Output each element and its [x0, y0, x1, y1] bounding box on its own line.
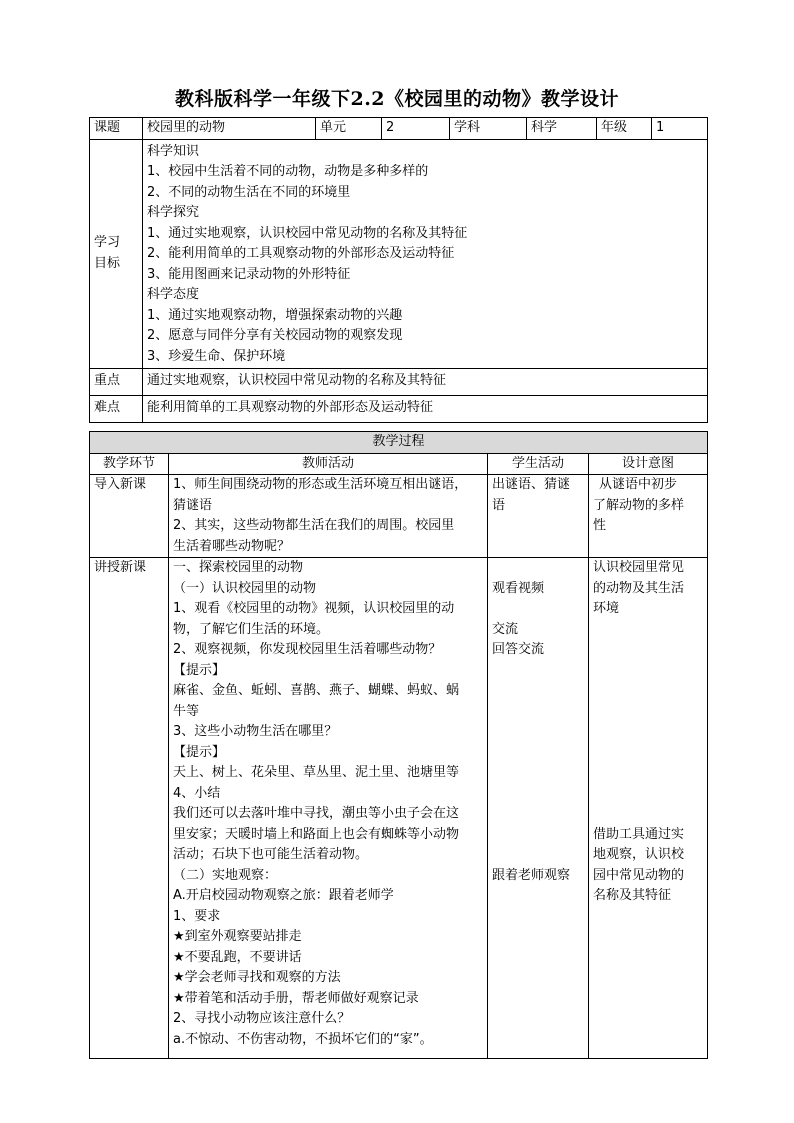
objective-heading: 科学态度 [147, 287, 200, 302]
lecture-intent-line: 名称及其特征 [593, 888, 672, 903]
intro-teacher-line: 1、师生间围绕动物的形态或生活环境互相出谜语， [173, 477, 468, 492]
grade-value: 1 [652, 118, 708, 140]
intro-intent-line: 了解动物的多样 [593, 497, 685, 513]
lecture-teacher-line: （二）实地观察： [173, 867, 278, 883]
lecture-teacher-line: A.开启校园动物观察之旅：跟着老师学 [173, 888, 394, 903]
intro-intent [589, 475, 708, 558]
lecture-teacher-line: （一）认识校园里的动物 [173, 580, 317, 596]
process-header: 教学过程 [90, 432, 708, 454]
student-follow-teacher: 跟着老师观察 [492, 867, 571, 883]
lecture-teacher-line: ★带着笔和活动手册，帮老师做好观察记录 [173, 990, 419, 1006]
teaching-process-table [89, 431, 708, 1059]
column-intent: 设计意图 [589, 453, 708, 475]
subject-label: 学科 [450, 118, 527, 140]
lecture-teacher [169, 558, 488, 1059]
key-point-value: 通过实地观察，认识校园中常见动物的名称及其特征 [143, 368, 708, 395]
lecture-row [90, 558, 708, 1059]
lecture-teacher-line: 牛等 [173, 703, 200, 719]
objectives-content [143, 139, 708, 368]
lecture-teacher-line: ★到室外观察要站排走 [173, 929, 302, 944]
intro-teacher [169, 475, 488, 558]
objective-heading: 科学知识 [147, 143, 200, 159]
process-header-row [90, 432, 708, 454]
lecture-teacher-line: ★学会老师寻找和观察的方法 [173, 970, 341, 985]
lesson-info-table [89, 117, 708, 423]
lecture-intent [589, 558, 708, 1059]
lecture-teacher-line: 【提示】 [173, 744, 226, 760]
intro-teacher-line: 生活着哪些动物呢？ [173, 538, 291, 554]
intro-intent-line: 从谜语中初步 [599, 477, 678, 492]
objective-item: 1、通过实地观察动物，增强探索动物的兴趣 [147, 307, 403, 323]
lecture-intent-line: 地观察，认识校 [593, 847, 685, 862]
objective-item: 2、能利用简单的工具观察动物的外部形态及运动特征 [147, 246, 455, 261]
column-stage: 教学环节 [90, 453, 169, 475]
objective-heading: 科学探究 [147, 205, 200, 220]
objective-item: 3、珍爱生命、保护环境 [147, 348, 286, 364]
subject-value: 科学 [527, 118, 597, 140]
intro-teacher-line: 猜谜语 [173, 497, 213, 513]
lecture-teacher-line: 1、观看《校园里的动物》视频，认识校园里的动 [173, 601, 455, 616]
info-row [90, 118, 708, 140]
lecture-teacher-line: 活动；石块下也可能生活着动物。 [173, 847, 369, 862]
key-point-label: 重点 [90, 368, 143, 395]
grade-label: 年级 [597, 118, 652, 140]
objective-item: 1、通过实地观察，认识校园中常见动物的名称及其特征 [147, 225, 468, 241]
intro-teacher-line: 2、其实，这些动物都生活在我们的周围。校园里 [173, 518, 455, 533]
lecture-intent-line: 的动物及其生活 [593, 580, 685, 596]
intro-student-line: 语 [492, 497, 506, 513]
student-answer: 回答交流 [492, 642, 545, 657]
lecture-teacher-line: 天上、树上、花朵里、草丛里、泥土里、池塘里等 [173, 765, 460, 780]
intro-row [90, 475, 708, 558]
difficulty-label: 难点 [90, 395, 143, 422]
lecture-intent-line: 认识校园里常见 [593, 560, 685, 575]
objectives-row [90, 139, 708, 368]
lecture-teacher-line: 【提示】 [173, 662, 226, 678]
objective-item: 2、不同的动物生活在不同的环境里 [147, 184, 351, 200]
lecture-stage: 讲授新课 [90, 558, 169, 1059]
lecture-teacher-line: 2、观察视频，你发现校园里生活着哪些动物？ [173, 642, 442, 657]
student-exchange: 交流 [492, 621, 519, 637]
lecture-teacher-line: ★不要乱跑，不要讲话 [173, 949, 302, 965]
lecture-teacher-line: 麻雀、金鱼、蚯蚓、喜鹊、燕子、蝴蝶、蚂蚁、蜗 [173, 683, 460, 698]
course-label: 课题 [90, 118, 143, 140]
unit-label: 单元 [316, 118, 382, 140]
lecture-teacher-line: 一、探索校园里的动物 [173, 560, 304, 575]
key-point-row [90, 368, 708, 395]
objectives-label-line-2: 目标 [94, 255, 121, 271]
objective-item: 1、校园中生活着不同的动物，动物是多种多样的 [147, 164, 429, 179]
intro-intent-line: 性 [593, 518, 607, 533]
column-teacher: 教师活动 [169, 453, 488, 475]
objective-item: 2、愿意与同伴分享有关校园动物的观察发现 [147, 328, 403, 343]
lecture-student [488, 558, 589, 1059]
lecture-intent-line: 园中常见动物的 [593, 867, 685, 883]
objective-item: 3、能用图画来记录动物的外形特征 [147, 266, 351, 282]
lecture-teacher-line: a.不惊动、不伤害动物，不损坏它们的“家”。 [173, 1031, 433, 1047]
intro-student [488, 475, 589, 558]
student-watch-video: 观看视频 [492, 580, 545, 596]
objectives-label-line-1: 学习 [94, 235, 121, 250]
lecture-intent-line: 借助工具通过实 [593, 826, 685, 842]
process-columns-row [90, 453, 708, 475]
difficulty-value: 能利用简单的工具观察动物的外部形态及运动特征 [143, 395, 708, 422]
lecture-teacher-line: 里安家；天暖时墙上和路面上也会有蜘蛛等小动物 [173, 826, 460, 842]
document-title: 教科版科学一年级下2.2《校园里的动物》教学设计 [174, 88, 620, 110]
intro-stage: 导入新课 [90, 475, 169, 558]
column-student: 学生活动 [488, 453, 589, 475]
difficulty-row [90, 395, 708, 422]
lecture-teacher-line: 我们还可以去落叶堆中寻找，潮虫等小虫子会在这 [173, 806, 460, 821]
lecture-teacher-line: 物，了解它们生活的环境。 [173, 621, 330, 637]
objectives-label [90, 139, 143, 368]
lecture-teacher-line: 3、这些小动物生活在哪里？ [173, 724, 338, 739]
course-value: 校园里的动物 [143, 118, 316, 140]
lecture-teacher-line: 2、寻找小动物应该注意什么？ [173, 1011, 351, 1026]
lecture-teacher-line: 1、要求 [173, 908, 221, 924]
unit-value: 2 [382, 118, 450, 140]
lecture-teacher-line: 4、小结 [173, 785, 221, 801]
intro-student-line: 出谜语、猜谜 [492, 477, 571, 492]
lecture-intent-line: 环境 [593, 601, 620, 616]
